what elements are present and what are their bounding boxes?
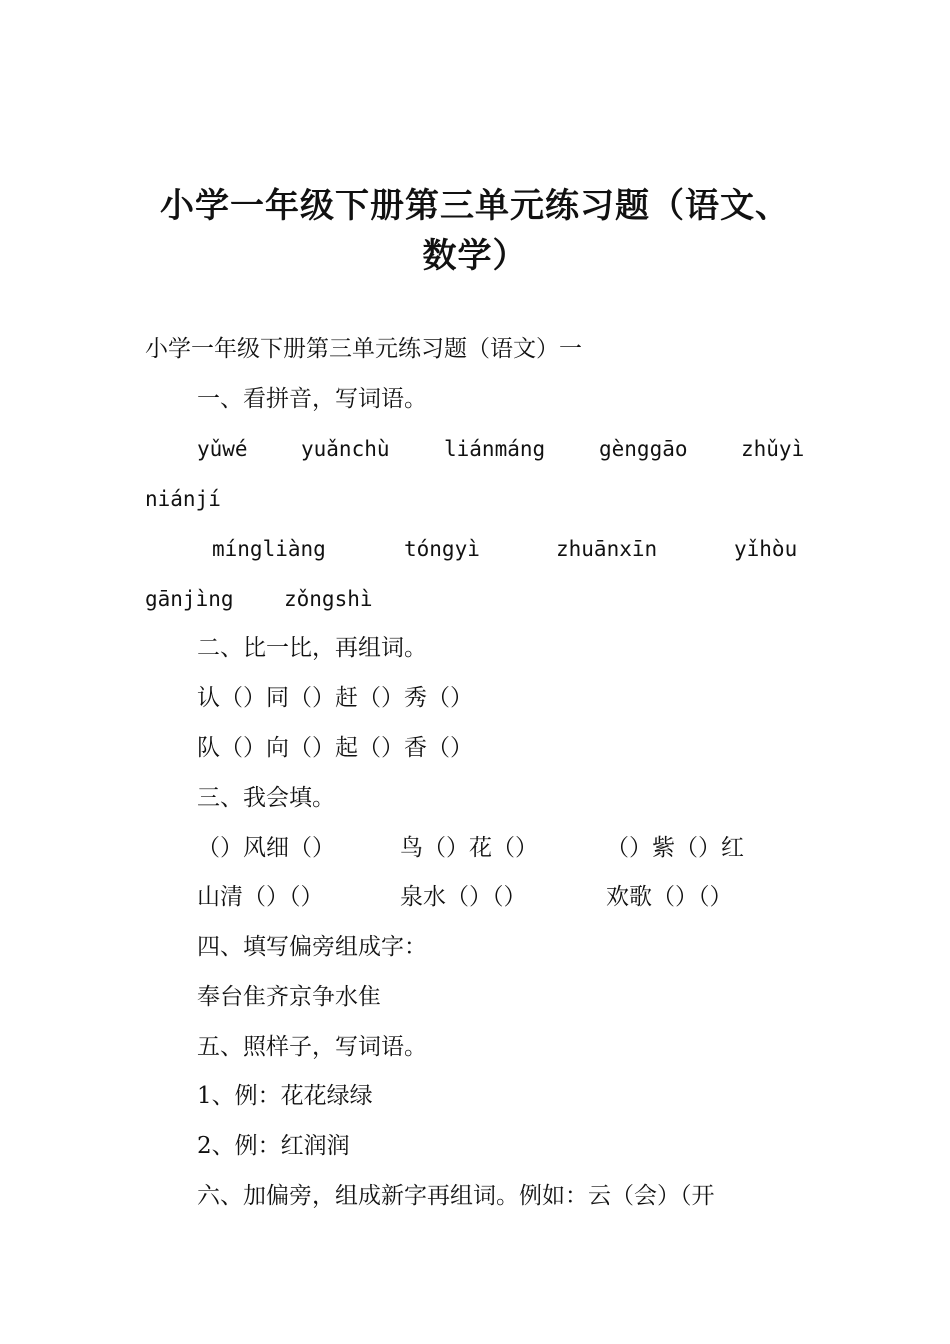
fill-item: 鸟（）花（） xyxy=(400,835,538,861)
section-5-heading: 五、照样子，写词语。 xyxy=(197,1034,427,1060)
pinyin-item: gānjìng xyxy=(145,587,234,611)
section-1-heading: 一、看拼音，写词语。 xyxy=(197,386,427,412)
section-6-heading: 六、加偏旁，组成新字再组词。例如：云（会）（开 xyxy=(197,1183,715,1209)
pinyin-item: niánjí xyxy=(145,487,221,511)
pinyin-item: yǔwé xyxy=(197,437,248,461)
fill-item: 泉水（）（） xyxy=(400,884,527,910)
pinyin-item: liánmáng xyxy=(444,437,546,461)
fill-row-2 xyxy=(0,882,950,912)
example-item-2: 2、例：红润润 xyxy=(197,1133,350,1159)
pinyin-item: yuǎnchù xyxy=(301,437,390,461)
example-item-1: 1、例：花花绿绿 xyxy=(197,1083,373,1109)
compare-row-1: 认（）同（）赶（）秀（） xyxy=(197,685,473,711)
pinyin-item: yǐhòu xyxy=(734,537,798,561)
document-title-line1: 小学一年级下册第三单元练习题（语文、 xyxy=(160,186,790,226)
fill-item: 山清（）（） xyxy=(197,884,324,910)
radical-characters: 奉台隹齐京争水隹 xyxy=(197,984,381,1010)
pinyin-item: zhǔyì xyxy=(741,437,805,461)
section-2-heading: 二、比一比，再组词。 xyxy=(197,635,427,661)
fill-item: （）紫（）红 xyxy=(606,835,744,861)
section-4-heading: 四、填写偏旁组成字： xyxy=(197,934,427,960)
document-title-line2: 数学） xyxy=(422,236,528,276)
section-3-heading: 三、我会填。 xyxy=(197,785,335,811)
pinyin-item: zǒngshì xyxy=(284,587,373,611)
compare-row-2: 队（）向（）起（）香（） xyxy=(197,735,473,761)
pinyin-item: tóngyì xyxy=(404,537,480,561)
pinyin-item: míngliàng xyxy=(212,537,326,561)
subtitle: 小学一年级下册第三单元练习题（语文）一 xyxy=(145,336,582,362)
fill-row-1 xyxy=(0,833,950,863)
fill-item: 欢歌（）（） xyxy=(606,884,733,910)
pinyin-item: zhuānxīn xyxy=(556,537,658,561)
pinyin-item: gènggāo xyxy=(599,437,688,461)
fill-item: （）风细（） xyxy=(197,835,335,861)
